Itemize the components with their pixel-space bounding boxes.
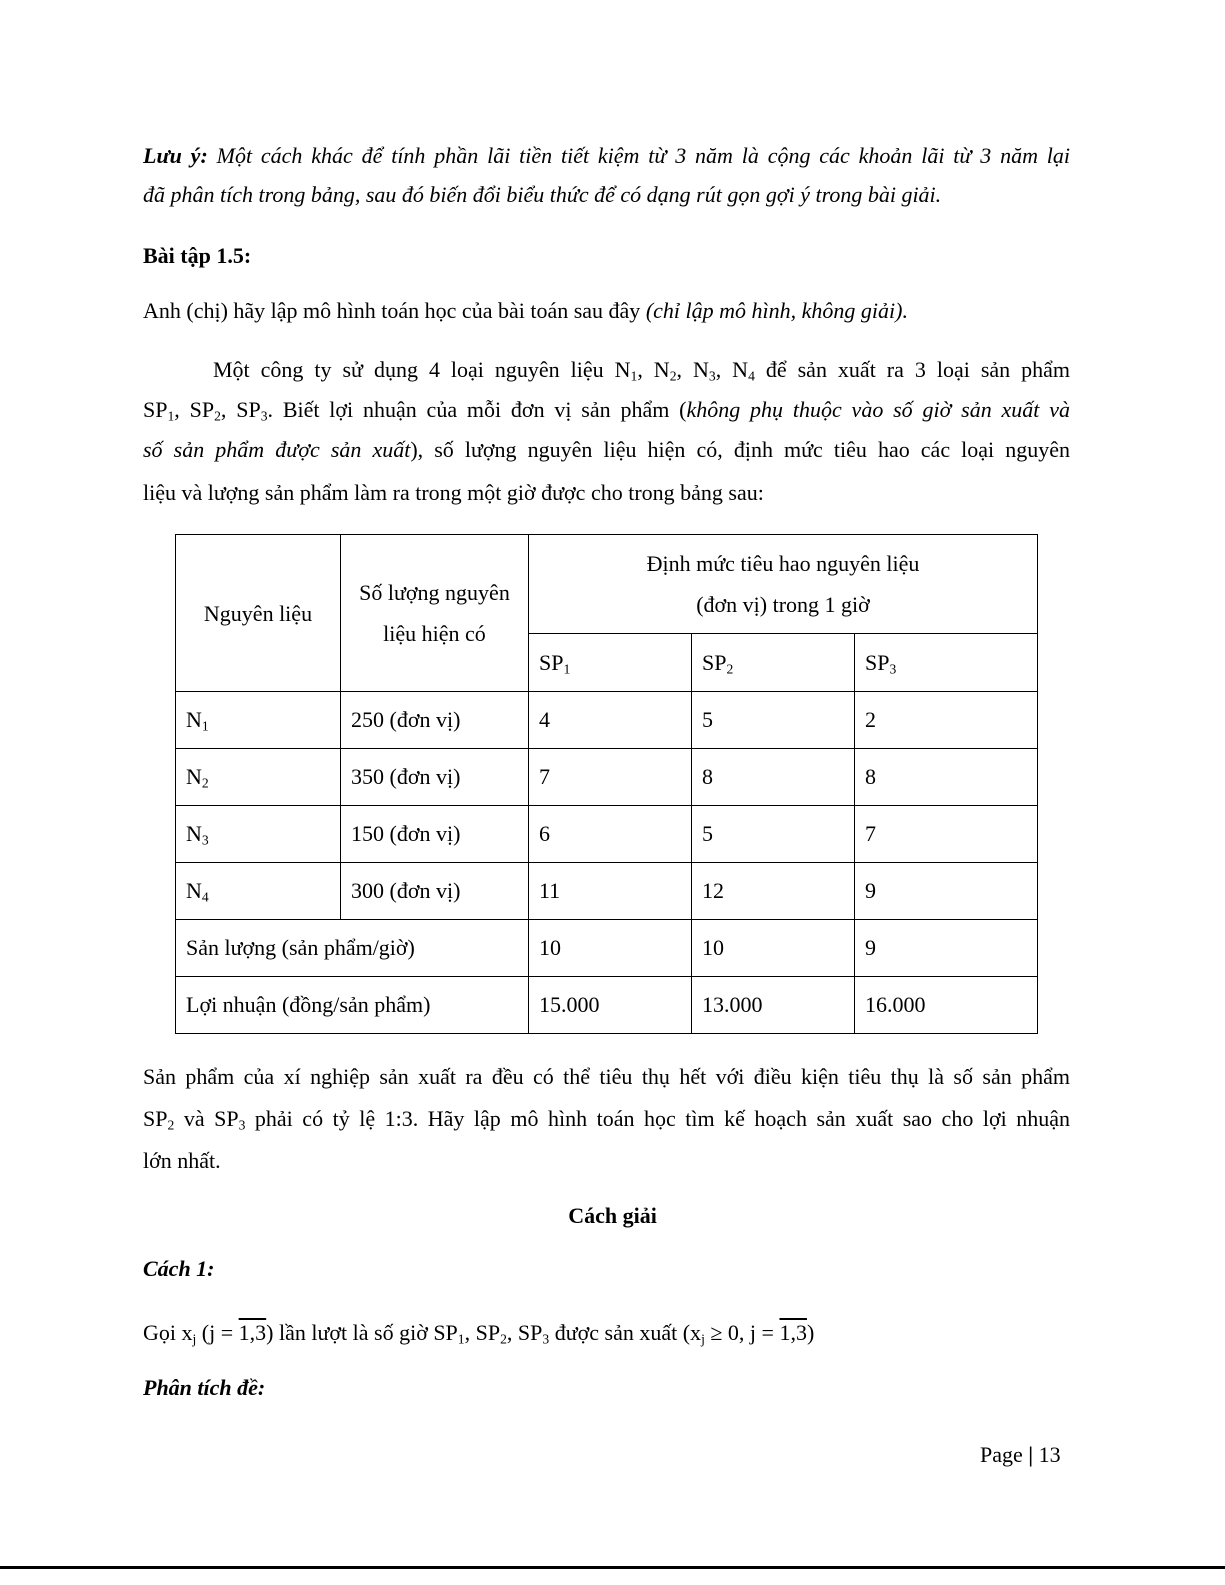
problem-l3-italic: số sản phẩm được sản xuất (143, 437, 411, 462)
quantity-cell: 150 (đơn vị) (341, 806, 529, 863)
quantity-cell: 300 (đơn vị) (341, 863, 529, 920)
quantity-cell: 350 (đơn vị) (341, 749, 529, 806)
instruction-text: Anh (chị) hãy lập mô hình toán học của bài toán sau đây (143, 298, 646, 323)
bottom-rule (0, 1566, 1225, 1569)
value-cell: 9 (855, 863, 1038, 920)
note-label: Lưu ý: (143, 143, 208, 168)
table-row (176, 806, 1038, 863)
problem-line-2: $SP_1$, $SP_2$, $SP_3$. Biết lợi nhuận của mỗi đơn vị sản phẩm (không phụ thuộc vào số giờ sản xuất và (143, 397, 1070, 424)
header-qty-line-2: liệu hiện có (383, 621, 486, 646)
value-cell: 5 (692, 806, 855, 863)
value-cell: 11 (529, 863, 692, 920)
table-row (176, 749, 1038, 806)
profit-label: Lợi nhuận (đồng/sản phẩm) (176, 977, 529, 1034)
method-1-title: Cách 1: (143, 1256, 215, 1281)
problem-l2-italic: không phụ thuộc vào số giờ sản xuất và (686, 397, 1070, 422)
table-row (176, 692, 1038, 749)
header-norm-line-2: (đơn vị) trong 1 giờ (696, 592, 870, 617)
exercise-title: Bài tập 1.5: (143, 243, 252, 268)
header-qty-line-1: Số lượng nguyên (359, 580, 510, 605)
output-row (176, 920, 1038, 977)
value-cell: 2 (855, 692, 1038, 749)
value-cell: 5 (692, 692, 855, 749)
header-norm (529, 535, 1038, 634)
define-a: Gọi x (143, 1320, 193, 1345)
range-overline: 1,3 (779, 1320, 807, 1345)
value-cell: 16.000 (855, 977, 1038, 1034)
variable-definition: Gọi $x_j$ (j = 1,3) lần lượt là số giờ $SP_1$, $SP_2$, $SP_3$ được sản xuất ($x_j \ge 0$, j = 1,3) (143, 1320, 815, 1347)
header-norm-line-1: Định mức tiêu hao nguyên liệu (646, 551, 920, 576)
after-line-1: Sản phẩm của xí nghiệp sản xuất ra đều có thể tiêu thụ hết với điều kiện tiêu thụ là số sản phẩm (143, 1064, 1070, 1089)
after-line-2: $SP_2$ và $SP_3$ phải có tỷ lệ 1:3. Hãy lập mô hình toán học tìm kế hoạch sản xuất sao cho lợi nhuận (143, 1106, 1070, 1133)
material-cell: $N_2$ (176, 749, 341, 806)
value-cell: 12 (692, 863, 855, 920)
define-c: ) lần lượt là số giờ SP (266, 1320, 458, 1345)
value-cell: 13.000 (692, 977, 855, 1034)
value-cell: 8 (692, 749, 855, 806)
value-cell: 9 (855, 920, 1038, 977)
instruction (143, 300, 908, 322)
define-d: được sản xuất (x (549, 1320, 702, 1345)
after-l2-text: phải có tỷ lệ 1:3. Hãy lập mô hình toán học tìm kế hoạch sản xuất sao cho lợi nhuận (245, 1106, 1070, 1131)
header-quantity (341, 535, 529, 692)
define-f: ) (806, 1320, 815, 1345)
note-line-1 (143, 145, 1070, 167)
material-cell: $N_4$ (176, 863, 341, 920)
problem-l3-end: ), số lượng nguyên liệu hiện có, định mức tiêu hao các loại nguyên (410, 437, 1070, 462)
header-material: Nguyên liệu (176, 535, 341, 692)
output-label: Sản lượng (sản phẩm/giờ) (176, 920, 529, 977)
range-overline: 1,3 (238, 1320, 267, 1345)
value-cell: 4 (529, 692, 692, 749)
page-label: Page (980, 1442, 1023, 1467)
table-row (176, 863, 1038, 920)
instruction-italic: (chỉ lập mô hình, không giải). (645, 298, 908, 323)
header-sp3: $SP_3$ (855, 634, 1038, 692)
value-cell: 10 (529, 920, 692, 977)
header-sp1: $SP_1$ (529, 634, 692, 692)
problem-line-3 (143, 439, 1070, 461)
value-cell: 8 (855, 749, 1038, 806)
material-cell: $N_3$ (176, 806, 341, 863)
material-table (175, 534, 1038, 1034)
problem-line-1: Một công ty sử dụng 4 loại nguyên liệu $N_1$, $N_2$, $N_3$, $N_4$ để sản xuất ra 3 loại sản phẩm (143, 359, 1070, 381)
analysis-title: Phân tích đề: (143, 1375, 266, 1400)
problem-l1-text: Một công ty sử dụng 4 loại nguyên liệu N (213, 357, 631, 382)
profit-row (176, 977, 1038, 1034)
page-number: 13 (1038, 1442, 1061, 1467)
header-sp2: $SP_2$ (692, 634, 855, 692)
solution-title: Cách giải (568, 1203, 657, 1228)
define-e: ≥ 0, j = (704, 1320, 780, 1345)
problem-line-4: liệu và lượng sản phẩm làm ra trong một giờ được cho trong bảng sau: (143, 480, 764, 505)
value-cell: 7 (529, 749, 692, 806)
quantity-cell: 250 (đơn vị) (341, 692, 529, 749)
after-line-3: lớn nhất. (143, 1148, 221, 1173)
value-cell: 6 (529, 806, 692, 863)
problem-l2-end: . Biết lợi nhuận của mỗi đơn vị sản phẩm ( (267, 397, 687, 422)
note-text-1: Một cách khác để tính phần lãi tiền tiết kiệm từ 3 năm là cộng các khoản lãi từ 3 năm lại (216, 143, 1071, 168)
value-cell: 7 (855, 806, 1038, 863)
page-footer: Page | 13 (980, 1442, 1061, 1467)
value-cell: 10 (692, 920, 855, 977)
value-cell: 15.000 (529, 977, 692, 1034)
note-line-2: đã phân tích trong bảng, sau đó biến đổi biểu thức để có dạng rút gọn gợi ý trong bài giải. (143, 182, 942, 207)
material-cell: $N_1$ (176, 692, 341, 749)
define-b: (j = (196, 1320, 239, 1345)
